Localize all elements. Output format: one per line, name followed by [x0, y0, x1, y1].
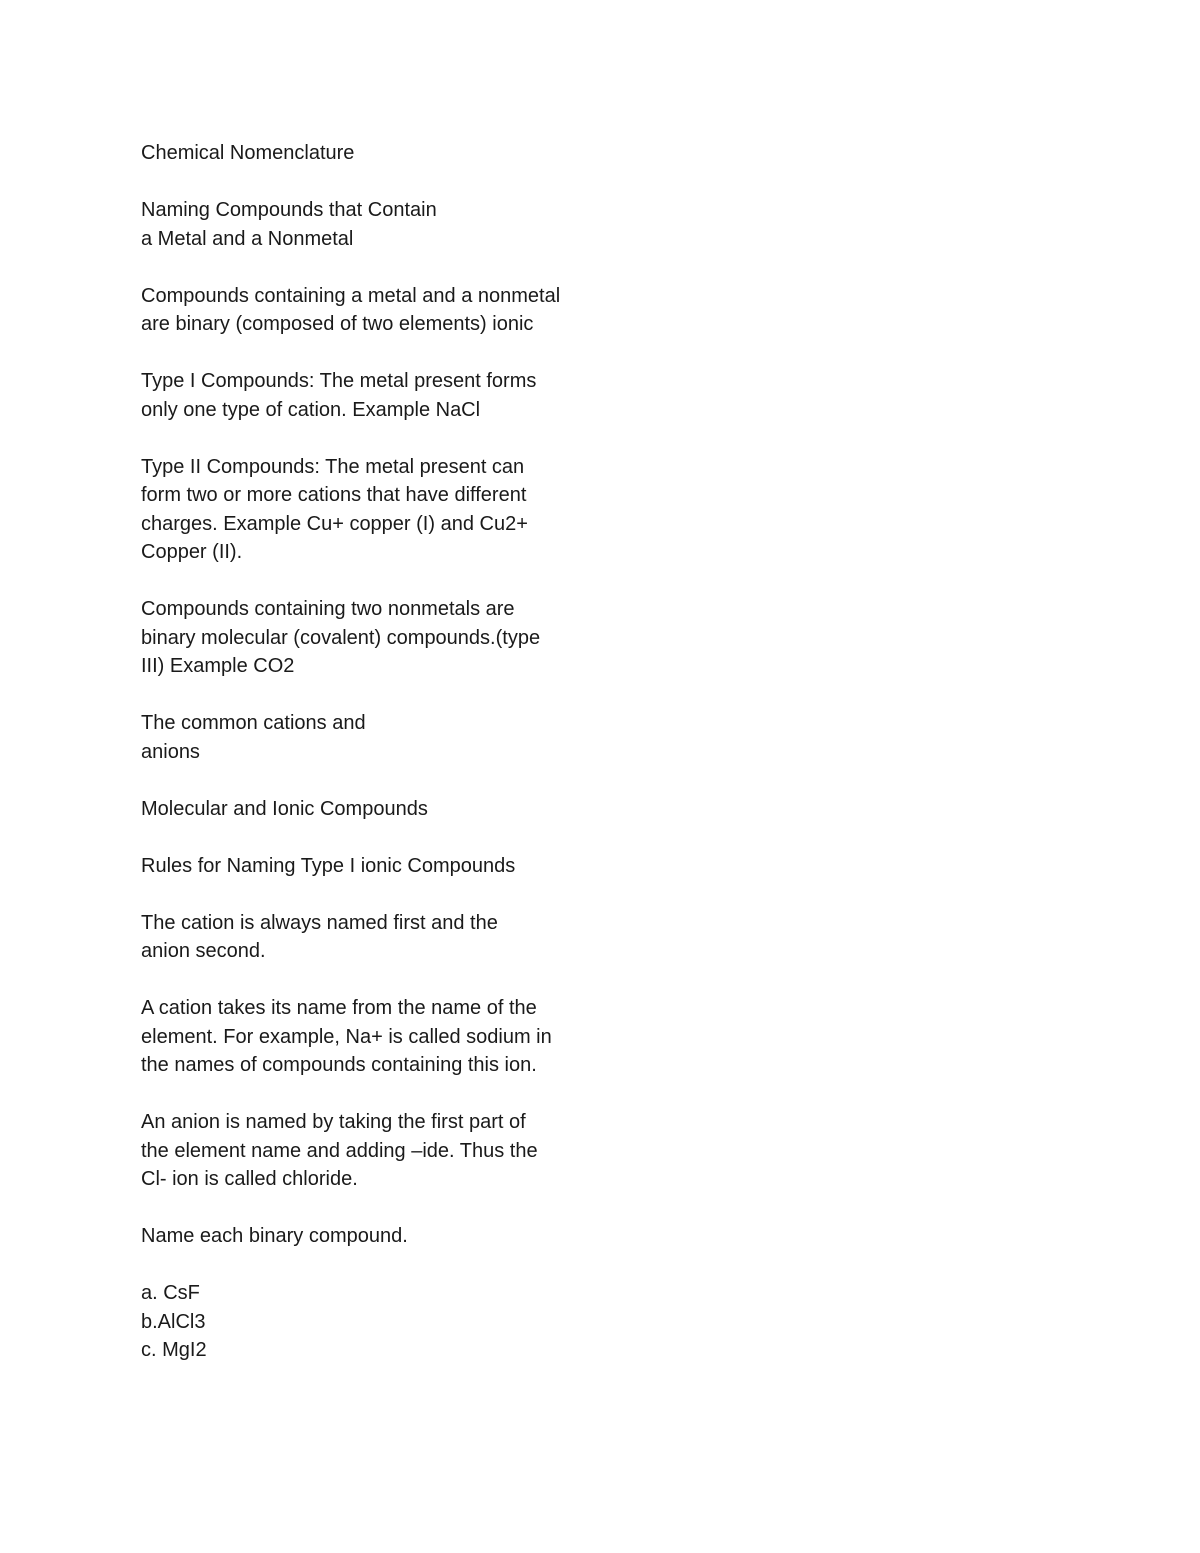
text-line: a Metal and a Nonmetal: [141, 227, 354, 250]
text-line: form two or more cations that have different: [141, 484, 527, 506]
paragraph-cation-name: [141, 994, 661, 1080]
section-heading-molecular-ionic: [141, 795, 661, 824]
text-line: element. For example, Na+ is called sodium in: [141, 1025, 552, 1048]
section-heading-naming-rules: [141, 852, 661, 881]
text-line: the element name and adding –ide. Thus the: [141, 1139, 538, 1162]
document-title: [141, 139, 661, 168]
text-line: binary molecular (covalent) compounds.(type: [141, 626, 541, 649]
list-item: c. MgI2: [141, 1339, 207, 1361]
text-line: Type II Compounds: The metal present can: [141, 455, 525, 478]
text-line: Copper (II).: [141, 541, 243, 563]
text-line: anion second.: [141, 940, 266, 962]
text-line: Chemical Nomenclature: [141, 142, 355, 164]
text-line: Type I Compounds: The metal present forms: [141, 370, 537, 392]
text-line: Compounds containing two nonmetals are: [141, 598, 515, 620]
text-line: Naming Compounds that Contain: [141, 199, 437, 221]
text-line: A cation takes its name from the name of the: [141, 997, 537, 1019]
text-line: Rules for Naming Type I ionic Compounds: [141, 854, 516, 877]
text-line: Cl- ion is called chloride.: [141, 1168, 358, 1190]
exercise-list: [141, 1279, 661, 1365]
exercise-prompt: [141, 1222, 661, 1251]
text-line: are binary (composed of two elements) ionic: [141, 313, 534, 335]
paragraph-type-3: [141, 595, 661, 681]
text-line: anions: [141, 740, 200, 763]
text-line: Name each binary compound.: [141, 1225, 408, 1247]
text-line: Molecular and Ionic Compounds: [141, 797, 428, 820]
paragraph-binary-ionic: [141, 282, 661, 339]
paragraph-cation-first: [141, 909, 661, 966]
section-heading-metal-nonmetal: [141, 196, 661, 253]
text-line: An anion is named by taking the first part of: [141, 1111, 526, 1133]
paragraph-common-ions: [141, 709, 661, 766]
text-line: charges. Example Cu+ copper (I) and Cu2+: [141, 512, 528, 535]
text-line: the names of compounds containing this ion.: [141, 1054, 537, 1076]
paragraph-type-2: [141, 453, 661, 567]
text-line: Compounds containing a metal and a nonmetal: [141, 284, 561, 307]
list-item: b.AlCl3: [141, 1310, 206, 1333]
paragraph-anion-name: [141, 1108, 661, 1194]
paragraph-type-1: [141, 367, 661, 424]
text-line: The cation is always named first and the: [141, 911, 498, 934]
text-line: The common cations and: [141, 712, 366, 734]
text-line: III) Example CO2: [141, 655, 295, 677]
document-body: [141, 139, 661, 1365]
text-line: only one type of cation. Example NaCl: [141, 398, 481, 421]
list-item: a. CsF: [141, 1282, 200, 1304]
